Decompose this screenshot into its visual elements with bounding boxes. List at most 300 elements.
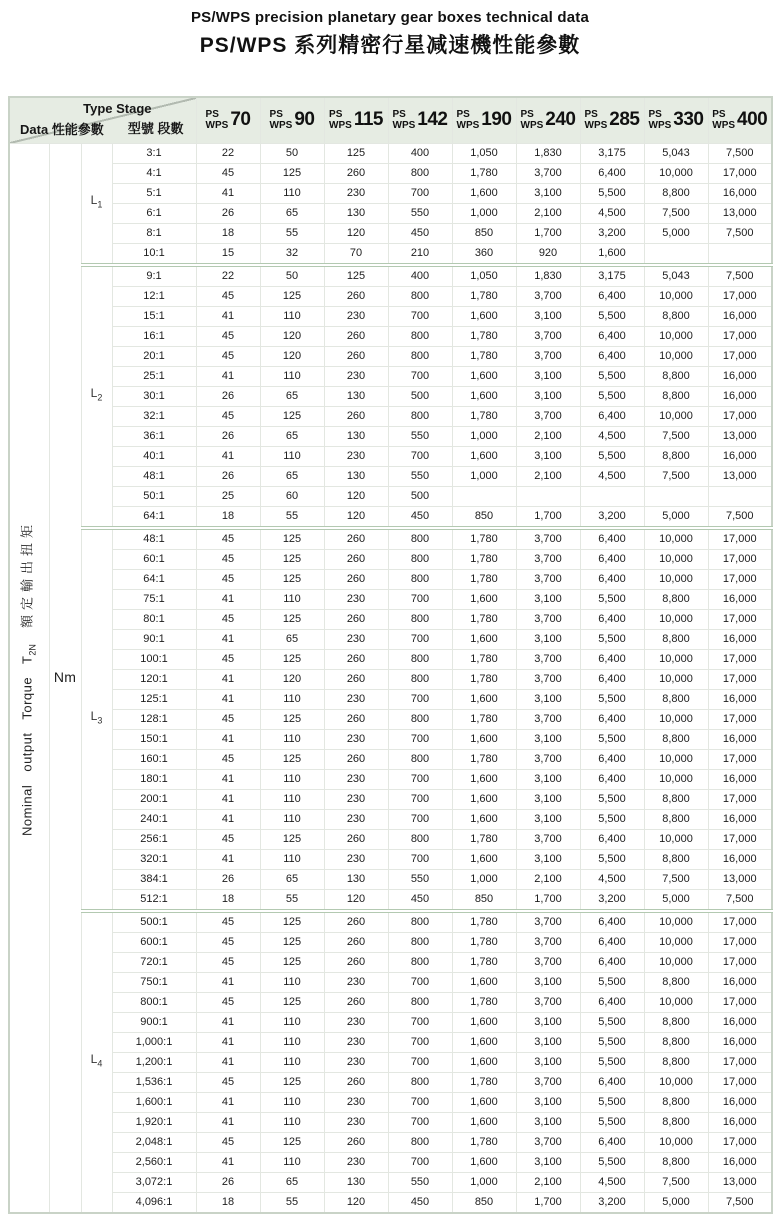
torque-value-cell: 120 [260, 346, 324, 366]
corner-cell [9, 97, 196, 143]
torque-value-cell: 3,100 [516, 1092, 580, 1112]
torque-value-cell: 1,600 [452, 1052, 516, 1072]
torque-value-cell: 1,000 [452, 466, 516, 486]
torque-value-cell: 230 [324, 306, 388, 326]
torque-value-cell: 5,500 [580, 1052, 644, 1072]
torque-value-cell: 230 [324, 629, 388, 649]
torque-value-cell: 1,830 [516, 265, 580, 287]
series-name-stack [270, 109, 293, 131]
torque-value-cell: 17,000 [708, 749, 772, 769]
torque-value-cell: 110 [260, 769, 324, 789]
torque-value-cell: 1,600 [452, 1092, 516, 1112]
torque-value-cell: 6,400 [580, 286, 644, 306]
torque-value-cell: 125 [260, 932, 324, 952]
page-title-zh: PS/WPS 系列精密行星减速機性能參數 [199, 34, 581, 57]
torque-value-cell: 2,100 [516, 203, 580, 223]
torque-value-cell: 10,000 [644, 829, 708, 849]
torque-value-cell: 1,600 [452, 1012, 516, 1032]
torque-value-cell: 550 [388, 1172, 452, 1192]
torque-value-cell: 5,500 [580, 1092, 644, 1112]
torque-value-cell: 1,700 [516, 889, 580, 911]
torque-value-cell: 3,700 [516, 992, 580, 1012]
torque-value-cell: 5,500 [580, 972, 644, 992]
frame-size-label: 90 [294, 109, 315, 131]
torque-value-cell: 800 [388, 609, 452, 629]
torque-value-cell: 3,200 [580, 889, 644, 911]
torque-value-cell: 16,000 [708, 769, 772, 789]
torque-value-cell: 16,000 [708, 306, 772, 326]
torque-value-cell: 3,700 [516, 569, 580, 589]
torque-value-cell: 10,000 [644, 346, 708, 366]
ratio-cell: 64:1 [112, 569, 196, 589]
torque-value-cell: 8,800 [644, 629, 708, 649]
torque-value-cell: 125 [260, 528, 324, 550]
torque-value-cell: 8,800 [644, 589, 708, 609]
torque-value-cell: 1,600 [452, 972, 516, 992]
ratio-cell: 160:1 [112, 749, 196, 769]
torque-value-cell: 260 [324, 326, 388, 346]
column-header-ps-wps-240 [516, 97, 580, 143]
series-bottom-label: WPS [205, 120, 229, 132]
torque-value-cell: 10,000 [644, 911, 708, 933]
torque-value-cell: 6,400 [580, 932, 644, 952]
torque-value-cell: 16,000 [708, 446, 772, 466]
torque-value-cell: 5,500 [580, 1032, 644, 1052]
torque-value-cell: 45 [196, 1132, 260, 1152]
torque-value-cell: 17,000 [708, 932, 772, 952]
torque-value-cell: 13,000 [708, 1172, 772, 1192]
torque-value-cell: 8,800 [644, 1112, 708, 1132]
torque-value-cell: 4,500 [580, 426, 644, 446]
torque-value-cell: 41 [196, 1012, 260, 1032]
torque-value-cell: 26 [196, 869, 260, 889]
table-row [9, 528, 772, 550]
ratio-cell: 1,600:1 [112, 1092, 196, 1112]
torque-value-cell: 6,400 [580, 549, 644, 569]
torque-value-cell: 1,000 [452, 1172, 516, 1192]
torque-value-cell: 17,000 [708, 163, 772, 183]
torque-value-cell: 10,000 [644, 1132, 708, 1152]
table-row [9, 729, 772, 749]
series-top-label: PS [584, 109, 598, 121]
table-row [9, 709, 772, 729]
table-row [9, 869, 772, 889]
table-row [9, 669, 772, 689]
torque-value-cell: 10,000 [644, 569, 708, 589]
series-top-label: PS [392, 109, 406, 121]
table-row [9, 243, 772, 265]
torque-axis-label-subscript: 2N [27, 643, 38, 656]
torque-value-cell: 7,500 [708, 889, 772, 911]
torque-value-cell: 120 [260, 326, 324, 346]
ratio-cell: 64:1 [112, 506, 196, 528]
torque-value-cell: 800 [388, 709, 452, 729]
stage-cell-l2: $L_2$ [81, 265, 112, 528]
torque-value-cell: 110 [260, 183, 324, 203]
torque-value-cell: 41 [196, 729, 260, 749]
torque-value-cell: 700 [388, 972, 452, 992]
torque-value-cell: 6,400 [580, 406, 644, 426]
torque-value-cell: 230 [324, 366, 388, 386]
torque-value-cell: 230 [324, 1092, 388, 1112]
torque-value-cell: 7,500 [644, 203, 708, 223]
torque-value-cell: 1,600 [452, 1152, 516, 1172]
table-row [9, 506, 772, 528]
ratio-cell: 512:1 [112, 889, 196, 911]
torque-value-cell: 700 [388, 1052, 452, 1072]
torque-value-cell: 260 [324, 609, 388, 629]
ratio-cell: 320:1 [112, 849, 196, 869]
torque-value-cell: 6,400 [580, 1072, 644, 1092]
torque-value-cell: 5,500 [580, 809, 644, 829]
ratio-cell: 16:1 [112, 326, 196, 346]
torque-value-cell: 41 [196, 669, 260, 689]
frame-size-label: 70 [230, 109, 251, 131]
torque-value-cell: 41 [196, 1112, 260, 1132]
torque-value-cell: 1,700 [516, 506, 580, 528]
table-row [9, 466, 772, 486]
ratio-cell: 240:1 [112, 809, 196, 829]
torque-value-cell: 3,700 [516, 911, 580, 933]
torque-value-cell: 16,000 [708, 1032, 772, 1052]
torque-value-cell: 41 [196, 849, 260, 869]
corner-data-label: Data 性能參數 [20, 121, 104, 137]
table-row [9, 789, 772, 809]
torque-value-cell: 3,700 [516, 1132, 580, 1152]
table-row [9, 1012, 772, 1032]
ratio-cell: 1,200:1 [112, 1052, 196, 1072]
torque-value-cell: 230 [324, 689, 388, 709]
table-row [9, 589, 772, 609]
frame-size-label: 142 [417, 109, 448, 131]
ratio-cell: 80:1 [112, 609, 196, 629]
torque-value-cell: 1,600 [452, 386, 516, 406]
series-bottom-label: WPS [456, 120, 480, 132]
series-name-stack [329, 109, 352, 131]
ratio-cell: 75:1 [112, 589, 196, 609]
table-row [9, 1172, 772, 1192]
torque-value-cell: 8,800 [644, 1032, 708, 1052]
torque-value-cell: 6,400 [580, 1132, 644, 1152]
torque-value-cell: 5,500 [580, 849, 644, 869]
torque-value-cell: 17,000 [708, 709, 772, 729]
torque-value-cell: 3,200 [580, 506, 644, 528]
torque-value-cell: 41 [196, 446, 260, 466]
table-row [9, 386, 772, 406]
torque-value-cell: 3,700 [516, 952, 580, 972]
torque-value-cell: 800 [388, 569, 452, 589]
torque-value-cell: 26 [196, 386, 260, 406]
unit-cell: Nm [49, 143, 81, 1213]
series-top-label: PS [712, 109, 726, 121]
torque-value-cell: 8,800 [644, 809, 708, 829]
torque-value-cell: 1,600 [452, 789, 516, 809]
ratio-cell: 30:1 [112, 386, 196, 406]
torque-value-cell: 700 [388, 306, 452, 326]
torque-value-cell: 800 [388, 992, 452, 1012]
torque-value-cell: 3,700 [516, 749, 580, 769]
torque-value-cell: 700 [388, 589, 452, 609]
corner-type-stage-zh: 型號 段數 [127, 121, 184, 136]
torque-value-cell: 260 [324, 911, 388, 933]
torque-value-cell: 60 [260, 486, 324, 506]
column-header-content [581, 109, 644, 131]
torque-value-cell: 5,500 [580, 366, 644, 386]
torque-value-cell: 3,700 [516, 163, 580, 183]
torque-value-cell: 45 [196, 709, 260, 729]
torque-value-cell: 41 [196, 306, 260, 326]
ratio-cell: 4,096:1 [112, 1192, 196, 1213]
torque-value-cell: 260 [324, 528, 388, 550]
torque-value-cell: 45 [196, 829, 260, 849]
frame-size-label: 115 [353, 109, 383, 131]
torque-value-cell: 700 [388, 689, 452, 709]
torque-value-cell: 3,700 [516, 829, 580, 849]
torque-value-cell: 10,000 [644, 709, 708, 729]
torque-value-cell: 10,000 [644, 749, 708, 769]
torque-value-cell: 65 [260, 426, 324, 446]
stage-cell-l3: $L_3$ [81, 528, 112, 911]
torque-value-cell: 260 [324, 829, 388, 849]
ratio-cell: 90:1 [112, 629, 196, 649]
torque-value-cell: 125 [260, 286, 324, 306]
torque-value-cell: 700 [388, 1112, 452, 1132]
torque-value-cell: 7,500 [644, 1172, 708, 1192]
series-name-stack [457, 109, 480, 131]
table-row [9, 992, 772, 1012]
torque-value-cell: 16,000 [708, 849, 772, 869]
table-row [9, 769, 772, 789]
series-bottom-label: WPS [520, 120, 544, 132]
torque-value-cell: 550 [388, 466, 452, 486]
torque-value-cell: 3,100 [516, 183, 580, 203]
torque-value-cell: 45 [196, 992, 260, 1012]
series-name-stack [521, 109, 544, 131]
ratio-cell: 4:1 [112, 163, 196, 183]
torque-value-cell: 3,700 [516, 1072, 580, 1092]
torque-value-cell: 10,000 [644, 286, 708, 306]
torque-value-cell: 8,800 [644, 729, 708, 749]
ratio-cell: 1,536:1 [112, 1072, 196, 1092]
torque-value-cell: 125 [260, 549, 324, 569]
torque-value-cell: 6,400 [580, 709, 644, 729]
torque-value-cell: 55 [260, 223, 324, 243]
torque-value-cell: 260 [324, 649, 388, 669]
torque-value-cell: 110 [260, 366, 324, 386]
table-row [9, 346, 772, 366]
series-bottom-label: WPS [712, 120, 736, 132]
torque-value-cell: 125 [260, 829, 324, 849]
torque-value-cell: 500 [388, 386, 452, 406]
torque-value-cell: 4,500 [580, 869, 644, 889]
torque-value-cell [580, 486, 644, 506]
torque-value-cell: 45 [196, 286, 260, 306]
torque-value-cell: 400 [388, 143, 452, 163]
torque-value-cell: 230 [324, 1032, 388, 1052]
table-row [9, 889, 772, 911]
torque-value-cell: 125 [260, 163, 324, 183]
torque-value-cell: 10,000 [644, 1072, 708, 1092]
torque-value-cell: 800 [388, 1072, 452, 1092]
torque-value-cell: 8,800 [644, 446, 708, 466]
torque-value-cell: 65 [260, 203, 324, 223]
torque-value-cell: 16,000 [708, 809, 772, 829]
torque-value-cell: 1,600 [452, 809, 516, 829]
ratio-cell: 48:1 [112, 466, 196, 486]
series-top-label: PS [205, 109, 219, 121]
series-name-stack [206, 109, 229, 131]
torque-value-cell: 120 [324, 223, 388, 243]
torque-value-cell: 1,600 [452, 629, 516, 649]
torque-value-cell: 125 [324, 265, 388, 287]
torque-value-cell: 7,500 [644, 869, 708, 889]
torque-value-cell: 6,400 [580, 769, 644, 789]
torque-value-cell: 1,780 [452, 649, 516, 669]
table-row [9, 286, 772, 306]
torque-value-cell: 6,400 [580, 163, 644, 183]
table-row [9, 446, 772, 466]
torque-value-cell: 700 [388, 769, 452, 789]
torque-axis-cell [9, 143, 49, 1213]
ratio-cell: 180:1 [112, 769, 196, 789]
table-row [9, 749, 772, 769]
torque-value-cell: 4,500 [580, 203, 644, 223]
torque-value-cell: 1,780 [452, 163, 516, 183]
torque-value-cell: 1,780 [452, 549, 516, 569]
table-row [9, 163, 772, 183]
torque-value-cell: 8,800 [644, 386, 708, 406]
torque-value-cell: 10,000 [644, 406, 708, 426]
column-header-ps-wps-190 [452, 97, 516, 143]
table-row [9, 1072, 772, 1092]
torque-value-cell: 5,500 [580, 789, 644, 809]
table-row [9, 326, 772, 346]
column-header-ps-wps-285 [580, 97, 644, 143]
torque-value-cell: 6,400 [580, 326, 644, 346]
torque-value-cell: 1,600 [452, 849, 516, 869]
torque-value-cell: 230 [324, 1112, 388, 1132]
torque-value-cell: 110 [260, 809, 324, 829]
torque-value-cell: 16,000 [708, 972, 772, 992]
column-header-content [517, 109, 580, 131]
torque-value-cell [516, 486, 580, 506]
torque-value-cell: 260 [324, 163, 388, 183]
torque-value-cell: 1,780 [452, 709, 516, 729]
ratio-cell: 2,560:1 [112, 1152, 196, 1172]
torque-value-cell: 125 [260, 749, 324, 769]
torque-value-cell: 3,200 [580, 223, 644, 243]
torque-value-cell: 10,000 [644, 769, 708, 789]
torque-value-cell: 45 [196, 326, 260, 346]
torque-value-cell: 16,000 [708, 1112, 772, 1132]
torque-value-cell: 3,700 [516, 406, 580, 426]
table-row [9, 629, 772, 649]
torque-value-cell: 10,000 [644, 952, 708, 972]
torque-value-cell: 130 [324, 466, 388, 486]
torque-value-cell: 700 [388, 629, 452, 649]
torque-value-cell: 5,000 [644, 506, 708, 528]
torque-value-cell: 3,100 [516, 849, 580, 869]
series-name-stack [393, 109, 416, 131]
torque-value-cell: 8,800 [644, 366, 708, 386]
torque-value-cell: 110 [260, 1152, 324, 1172]
torque-value-cell: 65 [260, 629, 324, 649]
torque-value-cell: 16,000 [708, 386, 772, 406]
torque-value-cell: 6,400 [580, 992, 644, 1012]
torque-value-cell: 1,700 [516, 1192, 580, 1213]
torque-value-cell: 1,000 [452, 869, 516, 889]
ratio-cell: 6:1 [112, 203, 196, 223]
torque-value-cell: 260 [324, 669, 388, 689]
technical-data-table [8, 96, 773, 1214]
torque-value-cell: 8,800 [644, 1052, 708, 1072]
torque-value-cell: 10,000 [644, 528, 708, 550]
torque-value-cell: 850 [452, 889, 516, 911]
torque-value-cell [708, 243, 772, 265]
torque-axis-label [21, 520, 38, 836]
series-top-label: PS [520, 109, 534, 121]
stage-subscript: 3 [97, 715, 103, 726]
torque-value-cell: 130 [324, 869, 388, 889]
table-row [9, 183, 772, 203]
frame-size-label: 190 [481, 109, 512, 131]
torque-value-cell: 700 [388, 729, 452, 749]
torque-value-cell: 17,000 [708, 829, 772, 849]
torque-value-cell: 110 [260, 1012, 324, 1032]
table-row [9, 203, 772, 223]
torque-value-cell: 230 [324, 729, 388, 749]
torque-value-cell: 7,500 [644, 466, 708, 486]
frame-size-label: 285 [609, 109, 640, 131]
torque-value-cell: 2,100 [516, 466, 580, 486]
torque-value-cell: 25 [196, 486, 260, 506]
torque-value-cell: 7,500 [708, 143, 772, 163]
torque-value-cell: 360 [452, 243, 516, 265]
torque-value-cell: 5,500 [580, 386, 644, 406]
torque-value-cell: 17,000 [708, 1072, 772, 1092]
table-row [9, 1152, 772, 1172]
torque-value-cell: 3,700 [516, 326, 580, 346]
torque-value-cell: 41 [196, 366, 260, 386]
torque-value-cell: 110 [260, 306, 324, 326]
torque-value-cell: 45 [196, 749, 260, 769]
table-row [9, 1052, 772, 1072]
page-title-block [0, 0, 780, 59]
torque-value-cell: 17,000 [708, 286, 772, 306]
torque-value-cell: 130 [324, 203, 388, 223]
torque-value-cell: 230 [324, 1012, 388, 1032]
torque-value-cell: 260 [324, 346, 388, 366]
torque-value-cell: 10,000 [644, 992, 708, 1012]
ratio-cell: 15:1 [112, 306, 196, 326]
table-row [9, 1112, 772, 1132]
torque-value-cell: 17,000 [708, 911, 772, 933]
torque-value-cell: 500 [388, 486, 452, 506]
torque-value-cell: 7,500 [708, 265, 772, 287]
table-row [9, 1192, 772, 1213]
torque-value-cell: 260 [324, 1132, 388, 1152]
torque-value-cell: 3,100 [516, 1152, 580, 1172]
torque-value-cell: 45 [196, 406, 260, 426]
torque-value-cell: 130 [324, 386, 388, 406]
torque-axis-label-en: Nominal output Torque T [19, 655, 35, 836]
torque-value-cell: 45 [196, 609, 260, 629]
ratio-cell: 3,072:1 [112, 1172, 196, 1192]
torque-value-cell: 3,100 [516, 386, 580, 406]
torque-value-cell: 800 [388, 286, 452, 306]
torque-value-cell: 850 [452, 1192, 516, 1213]
torque-value-cell: 260 [324, 992, 388, 1012]
